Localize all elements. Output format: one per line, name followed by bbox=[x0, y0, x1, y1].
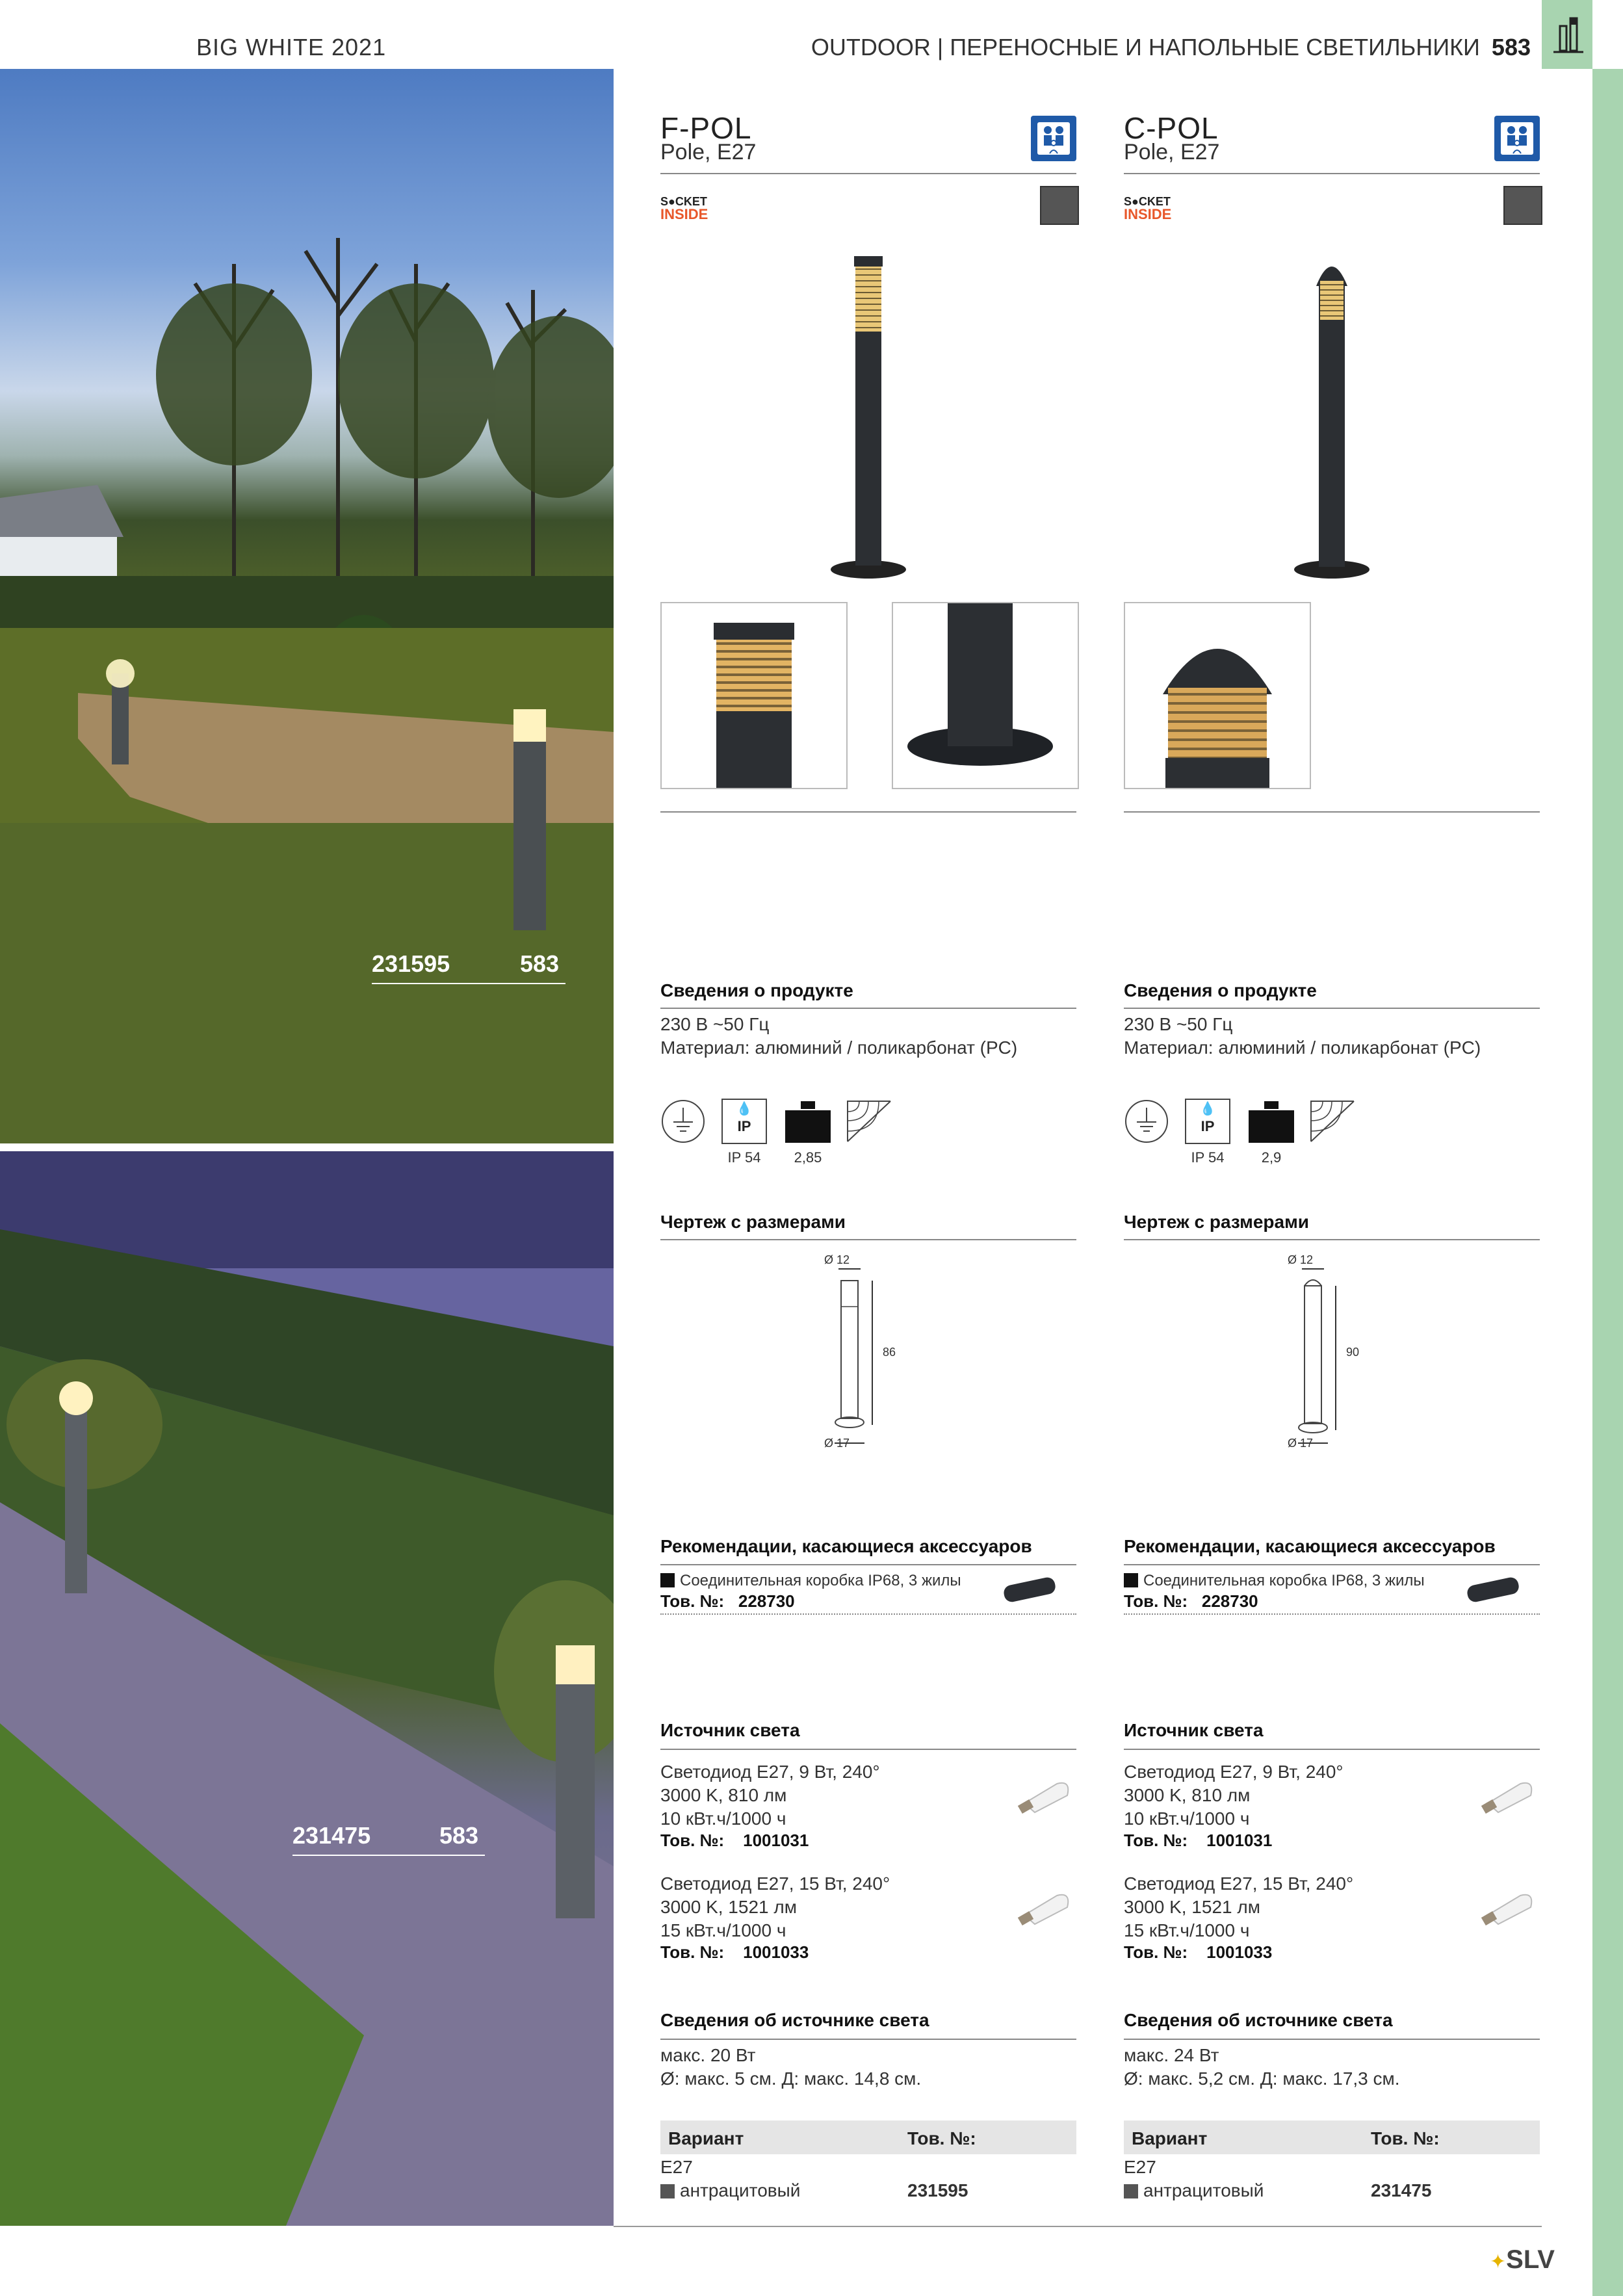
article-label: Тов. №: bbox=[660, 1942, 725, 1962]
max-dimensions: Ø: макс. 5 см. Д: макс. 14,8 см. bbox=[660, 2068, 922, 2089]
lamp-spec-line: 3000 K, 810 лм bbox=[1124, 1785, 1251, 1805]
footer-rule bbox=[614, 2226, 1542, 2227]
dim-height: 90 bbox=[1346, 1346, 1360, 1359]
led-bulb-image bbox=[1011, 1767, 1076, 1819]
product-column bbox=[1124, 0, 1540, 2296]
photo-garden-path bbox=[0, 69, 614, 1143]
variant-col-header: Вариант bbox=[668, 2128, 744, 2148]
product-subtitle: Pole, E27 bbox=[1124, 140, 1220, 164]
product-main-image bbox=[1293, 247, 1371, 585]
article-number: 1001033 bbox=[1206, 1942, 1273, 1962]
color-swatch-anthracite bbox=[1040, 186, 1079, 225]
lamp-spec-line: 10 кВт.ч/1000 ч bbox=[1124, 1808, 1250, 1829]
variant-col-header: Вариант bbox=[1132, 2128, 1208, 2148]
lamp-spec-line: 3000 K, 1521 лм bbox=[660, 1897, 797, 1917]
ip-value: IP 54 bbox=[727, 1149, 761, 1166]
section-rule bbox=[660, 2039, 1076, 2040]
dimension-drawing bbox=[823, 1248, 927, 1463]
variant-color bbox=[1124, 2179, 1264, 2202]
light-source-heading: Источник света bbox=[660, 1720, 800, 1740]
product-main-image bbox=[829, 247, 907, 585]
lamp-article bbox=[1124, 1942, 1272, 1963]
accessory-article bbox=[1124, 1591, 1258, 1611]
lamp-spec-line: 3000 K, 1521 лм bbox=[1124, 1897, 1260, 1917]
junction-box-image bbox=[1462, 1572, 1527, 1611]
max-wattage: макс. 20 Вт bbox=[660, 2045, 756, 2065]
ip-value: IP 54 bbox=[1191, 1149, 1225, 1166]
dotted-rule bbox=[660, 1613, 1076, 1615]
section-rule bbox=[1124, 1749, 1540, 1750]
lamp-spec-line: 15 кВт.ч/1000 ч bbox=[1124, 1920, 1250, 1940]
article-label: Тов. №: bbox=[1124, 1591, 1188, 1611]
family-use-icon bbox=[1031, 116, 1076, 161]
walkway-scene-illustration bbox=[0, 1151, 614, 2226]
article-label: Тов. №: bbox=[660, 1831, 725, 1850]
bullet-square bbox=[660, 1573, 675, 1587]
voltage-text: 230 В ~50 Гц bbox=[660, 1014, 770, 1034]
ip-rating-icon bbox=[1185, 1099, 1230, 1144]
accessory-article bbox=[660, 1591, 795, 1611]
product-detail-thumbnail[interactable] bbox=[892, 602, 1079, 789]
lamp-spec-line: Светодиод E27, 9 Вт, 240° bbox=[660, 1762, 880, 1782]
outdoor-lamp-icon bbox=[1542, 0, 1594, 69]
product-title: F-POL bbox=[660, 111, 752, 145]
spark-icon: ✦ bbox=[1490, 2251, 1507, 2273]
anthracite-swatch bbox=[1124, 2184, 1138, 2198]
variant-color bbox=[660, 2179, 800, 2202]
drawing-heading: Чертеж с размерами bbox=[1124, 1212, 1310, 1232]
variant-socket: E27 bbox=[1124, 2157, 1156, 2177]
variant-article: 231595 bbox=[907, 2180, 968, 2200]
lamp-article bbox=[1124, 1831, 1272, 1851]
dotted-rule bbox=[1124, 1613, 1540, 1615]
product-detail-thumbnail[interactable] bbox=[660, 602, 848, 789]
photo-page-ref: 583 bbox=[439, 1822, 479, 1849]
protection-class-icon bbox=[660, 1099, 706, 1144]
dim-top-diameter: Ø 12 bbox=[824, 1253, 850, 1266]
accessory-name: Соединительная коробка IP68, 3 жилы bbox=[1143, 1572, 1425, 1589]
catalog-title: BIG WHITE 2021 bbox=[196, 34, 387, 60]
drawing-heading: Чертеж с размерами bbox=[660, 1212, 846, 1232]
article-number: 1001031 bbox=[743, 1831, 809, 1850]
water-drops-icon: 💧 bbox=[736, 1102, 753, 1116]
lamp-spec-line: 10 кВт.ч/1000 ч bbox=[660, 1808, 786, 1829]
title-rule bbox=[1124, 173, 1540, 174]
section-rule bbox=[660, 1749, 1076, 1750]
water-drops-icon: 💧 bbox=[1199, 1102, 1216, 1116]
side-color-strip bbox=[1592, 69, 1623, 2296]
lamp-spec-line: Светодиод E27, 15 Вт, 240° bbox=[660, 1873, 890, 1894]
photo-brick-walkway bbox=[0, 1151, 614, 2226]
weight-icon bbox=[1247, 1099, 1295, 1144]
variant-article: 231475 bbox=[1371, 2180, 1432, 2200]
ip-label: IP bbox=[737, 1118, 751, 1134]
article-label: Тов. №: bbox=[660, 1591, 725, 1611]
product-info-heading: Сведения о продукте bbox=[1124, 980, 1317, 1000]
product-detail-thumbnail[interactable] bbox=[1124, 602, 1311, 789]
section-rule bbox=[1124, 1564, 1540, 1565]
led-bulb-image bbox=[1475, 1879, 1540, 1931]
page-number: 583 bbox=[1491, 34, 1531, 60]
dim-bottom-diameter: Ø 17 bbox=[1288, 1437, 1314, 1450]
article-number: 1001033 bbox=[743, 1942, 809, 1962]
socket-badge-line2: INSIDE bbox=[1124, 206, 1172, 222]
accessories-heading: Рекомендации, касающиеся аксессуаров bbox=[660, 1536, 1032, 1556]
article-number: 228730 bbox=[1201, 1591, 1258, 1611]
max-dimensions: Ø: макс. 5,2 см. Д: макс. 17,3 см. bbox=[1124, 2068, 1400, 2089]
accessory-item bbox=[660, 1572, 961, 1590]
voltage-text: 230 В ~50 Гц bbox=[1124, 1014, 1233, 1034]
light-source-heading: Источник света bbox=[1124, 1720, 1264, 1740]
chapter-tab bbox=[1542, 0, 1594, 69]
variant-socket: E27 bbox=[660, 2157, 693, 2177]
accessory-item bbox=[1124, 1572, 1425, 1590]
lamp-article bbox=[660, 1831, 809, 1851]
section-rule bbox=[660, 1008, 1076, 1009]
section-rule bbox=[660, 1564, 1076, 1565]
images-rule bbox=[660, 811, 1076, 813]
photo-article-number: 231475 bbox=[292, 1822, 371, 1849]
socket-badge-line1: S●CKET bbox=[1124, 195, 1171, 208]
photo-page-ref: 583 bbox=[520, 950, 560, 977]
material-text: Материал: алюминий / поликарбонат (PC) bbox=[1124, 1037, 1481, 1058]
junction-box-image bbox=[998, 1572, 1063, 1611]
bullet-square bbox=[1124, 1573, 1138, 1587]
section-rule bbox=[1124, 1239, 1540, 1240]
socket-inside-badge bbox=[660, 195, 708, 221]
led-bulb-image bbox=[1011, 1879, 1076, 1931]
beam-angle-icon bbox=[845, 1099, 893, 1144]
material-text: Материал: алюминий / поликарбонат (PC) bbox=[660, 1037, 1018, 1058]
photo-article-number: 231595 bbox=[372, 950, 450, 977]
product-subtitle: Pole, E27 bbox=[660, 140, 757, 164]
dim-bottom-diameter: Ø 17 bbox=[824, 1437, 850, 1450]
section-rule bbox=[1124, 2039, 1540, 2040]
article-col-header: Тов. №: bbox=[1371, 2128, 1440, 2148]
variant-color-name: антрацитовый bbox=[1143, 2180, 1264, 2200]
dim-height: 86 bbox=[883, 1346, 896, 1359]
weight-icon bbox=[784, 1099, 832, 1144]
source-info-heading: Сведения об источнике света bbox=[660, 2010, 929, 2030]
article-number: 1001031 bbox=[1206, 1831, 1273, 1850]
product-info-heading: Сведения о продукте bbox=[660, 980, 853, 1000]
article-label: Тов. №: bbox=[1124, 1831, 1188, 1850]
led-bulb-image bbox=[1475, 1767, 1540, 1819]
product-title: C-POL bbox=[1124, 111, 1219, 145]
source-info-heading: Сведения об источнике света bbox=[1124, 2010, 1393, 2030]
variants-table-header bbox=[660, 2120, 1076, 2154]
article-col-header: Тов. №: bbox=[907, 2128, 976, 2148]
title-rule bbox=[660, 173, 1076, 174]
max-wattage: макс. 24 Вт bbox=[1124, 2045, 1219, 2065]
side-strip-top bbox=[1592, 0, 1623, 69]
ip-label: IP bbox=[1201, 1118, 1215, 1134]
family-use-icon bbox=[1494, 116, 1540, 161]
beam-angle-icon bbox=[1308, 1099, 1357, 1144]
protection-class-icon bbox=[1124, 1099, 1169, 1144]
socket-badge-line1: S●CKET bbox=[660, 195, 707, 208]
lamp-spec-line: 15 кВт.ч/1000 ч bbox=[660, 1920, 786, 1940]
accessories-heading: Рекомендации, касающиеся аксессуаров bbox=[1124, 1536, 1496, 1556]
dim-top-diameter: Ø 12 bbox=[1288, 1253, 1314, 1266]
article-label: Тов. №: bbox=[1124, 1942, 1188, 1962]
lamp-spec-line: 3000 K, 810 лм bbox=[660, 1785, 787, 1805]
section-name: OUTDOOR | ПЕРЕНОСНЫЕ И НАПОЛЬНЫЕ СВЕТИЛЬНИКИ bbox=[811, 34, 1480, 60]
socket-inside-badge bbox=[1124, 195, 1171, 221]
images-rule bbox=[1124, 811, 1540, 813]
lamp-article bbox=[660, 1942, 809, 1963]
brand-logo bbox=[1490, 2245, 1555, 2275]
accessory-name: Соединительная коробка IP68, 3 жилы bbox=[680, 1572, 961, 1589]
socket-badge-line2: INSIDE bbox=[660, 206, 708, 222]
article-number: 228730 bbox=[738, 1591, 795, 1611]
photo-label-underline bbox=[292, 1855, 485, 1856]
weight-value: 2,9 bbox=[1261, 1149, 1282, 1166]
section-rule bbox=[1124, 1008, 1540, 1009]
brand-name: SLV bbox=[1506, 2245, 1555, 2274]
product-column bbox=[660, 0, 1076, 2296]
color-swatch-anthracite bbox=[1503, 186, 1542, 225]
variants-table-header bbox=[1124, 2120, 1540, 2154]
anthracite-swatch bbox=[660, 2184, 675, 2198]
photo-label-underline bbox=[372, 983, 565, 984]
section-rule bbox=[660, 1239, 1076, 1240]
variant-color-name: антрацитовый bbox=[680, 2180, 801, 2200]
weight-value: 2,85 bbox=[794, 1149, 822, 1166]
lamp-spec-line: Светодиод E27, 9 Вт, 240° bbox=[1124, 1762, 1344, 1782]
ip-rating-icon bbox=[721, 1099, 767, 1144]
dimension-drawing bbox=[1286, 1248, 1390, 1463]
lamp-spec-line: Светодиод E27, 15 Вт, 240° bbox=[1124, 1873, 1354, 1894]
